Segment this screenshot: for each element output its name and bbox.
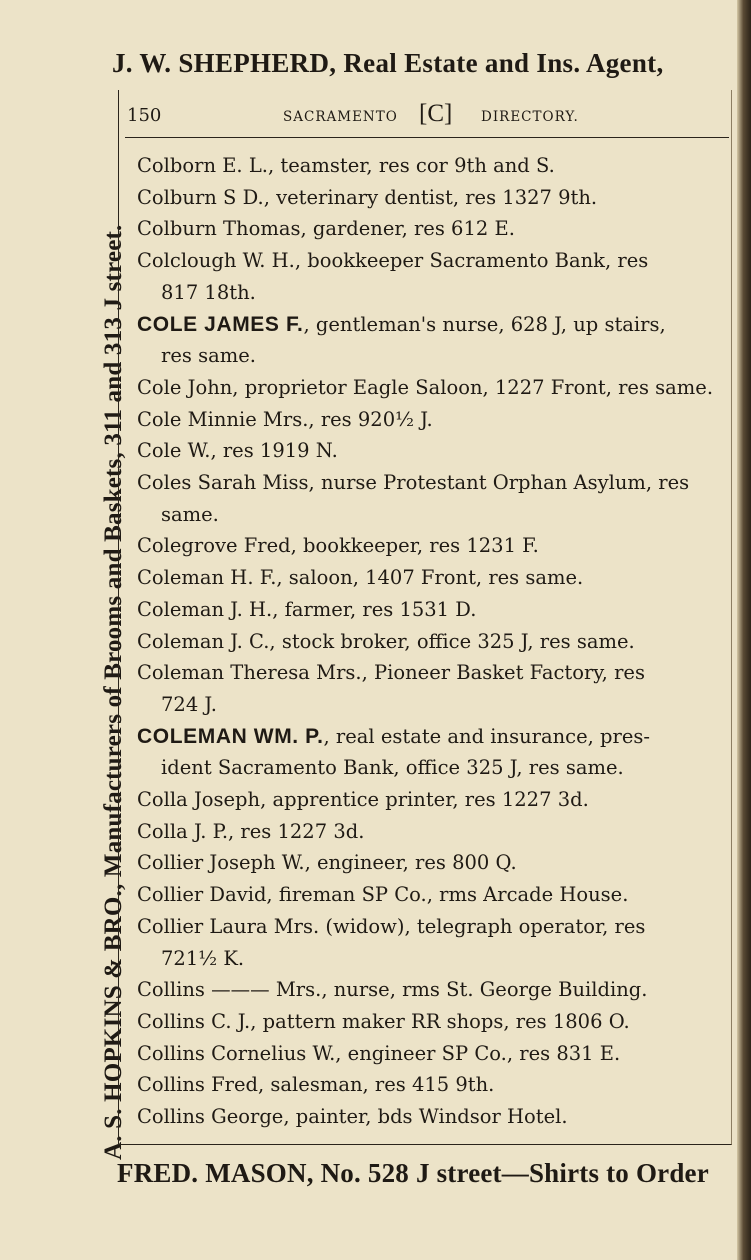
entry-text: Cole John, proprietor Eagle Saloon, 1227 Front, res same. [137, 375, 714, 399]
entry-text: Coleman J. H., farmer, res 1531 D. [137, 597, 477, 621]
entry-continuation: 724 J. [161, 692, 217, 716]
entry-text: Collier David, fireman SP Co., rms Arcade House. [137, 883, 629, 907]
entry-line [137, 788, 589, 811]
entry-line [137, 1105, 568, 1128]
entry-continuation: 817 18th. [161, 280, 256, 304]
entry-line [137, 566, 583, 589]
entry-text: Collins C. J., pattern maker RR shops, res 1806 O. [137, 1009, 630, 1033]
entry-line [137, 408, 433, 431]
directory-entry [137, 847, 727, 879]
side-advertisement: A. S. HOPKINS & BRO., Manufacturers of Brooms and Baskets, 311 and 313 J street. [100, 224, 127, 1160]
head-section-letter: [C] [419, 100, 453, 127]
directory-entry [137, 562, 727, 594]
directory-entry [137, 245, 727, 308]
directory-entry [137, 784, 727, 816]
entry-line [137, 313, 666, 336]
entry-text: Colegrove Fred, bookkeeper, res 1231 F. [137, 534, 539, 558]
entry-line [137, 725, 650, 748]
directory-entry [137, 626, 727, 658]
entry-continuation: res same. [161, 344, 256, 368]
directory-entry [137, 974, 727, 1006]
directory-entry [137, 150, 727, 182]
entry-line [137, 661, 645, 684]
bottom-advertisement: FRED. MASON, No. 528 J street—Shirts to Order [117, 1158, 709, 1188]
entry-line [137, 1042, 620, 1065]
entry-text: Colborn E. L., teamster, res cor 9th and S. [137, 154, 555, 177]
entry-text: Colla J. P., res 1227 3d. [137, 819, 365, 843]
entry-text: Collier Joseph W., engineer, res 800 Q. [137, 851, 517, 875]
entry-text: Colla Joseph, apprentice printer, res 1227 3d. [137, 788, 589, 812]
directory-entries [137, 150, 727, 1133]
directory-entry [137, 594, 727, 626]
directory-entry [137, 309, 727, 372]
entry-line [137, 217, 515, 240]
directory-entry [137, 879, 727, 911]
entry-text: Coles Sarah Miss, nurse Protestant Orphan Asylum, res [137, 471, 690, 495]
entry-text: Collier Laura Mrs. (widow), telegraph operator, res [137, 914, 646, 938]
entry-line [137, 1073, 494, 1096]
directory-entry [137, 372, 727, 404]
directory-entry [137, 435, 727, 467]
entry-line [137, 630, 635, 653]
entry-text: Collins George, painter, bds Windsor Hotel. [137, 1105, 568, 1129]
directory-entry [137, 182, 727, 214]
running-head [127, 100, 727, 133]
entry-bold-name: COLEMAN WM. P. [137, 724, 324, 748]
entry-text: Cole W., res 1919 N. [137, 439, 338, 463]
head-directory: DIRECTORY. [481, 109, 579, 125]
entry-line [137, 883, 628, 906]
directory-entry [137, 1069, 727, 1101]
entry-line [137, 820, 364, 843]
page-edge-shadow [737, 0, 751, 1260]
entry-line [137, 186, 597, 209]
entry-line [137, 598, 476, 621]
entry-text: Cole Minnie Mrs., res 920½ J. [137, 407, 433, 431]
entry-line [137, 1010, 630, 1033]
directory-entry [137, 213, 727, 245]
directory-entry [137, 911, 727, 974]
entry-continuation: same. [161, 502, 219, 526]
directory-entry [137, 1101, 727, 1133]
entry-text: Collins ——— Mrs., nurse, rms St. George Building. [137, 978, 648, 1002]
directory-entry [137, 816, 727, 848]
entry-text: Collins Cornelius W., engineer SP Co., res 831 E. [137, 1041, 621, 1065]
entry-text: , gentleman's nurse, 628 J, up stairs, [303, 312, 666, 336]
entry-line [137, 471, 689, 494]
entry-continuation: ident Sacramento Bank, office 325 J, res same. [161, 756, 624, 780]
entry-text: Colclough W. H., bookkeeper Sacramento Bank, res [137, 249, 649, 273]
entry-line [137, 851, 517, 874]
directory-entry [137, 1006, 727, 1038]
entry-line [137, 154, 555, 177]
header-rule [125, 137, 729, 138]
entry-text: Colburn S D., veterinary dentist, res 1327 9th. [137, 185, 598, 209]
entry-text: , real estate and insurance, pres- [323, 724, 650, 748]
top-advertisement: J. W. SHEPHERD, Real Estate and Ins. Agent, [112, 48, 664, 78]
entry-line [137, 439, 338, 462]
entry-bold-name: COLE JAMES F. [137, 312, 304, 336]
entry-line [137, 534, 539, 557]
entry-line [137, 978, 647, 1001]
head-city: SACRAMENTO [283, 109, 398, 125]
directory-entry [137, 404, 727, 436]
entry-text: Coleman Theresa Mrs., Pioneer Basket Factory, res [137, 661, 645, 685]
entry-text: Coleman J. C., stock broker, office 325 J, res same. [137, 629, 635, 653]
page-number: 150 [127, 105, 162, 126]
entry-text: Colburn Thomas, gardener, res 612 E. [137, 217, 515, 241]
directory-entry [137, 467, 727, 530]
entry-line [137, 249, 648, 272]
directory-entry [137, 530, 727, 562]
entry-continuation: 721½ K. [161, 946, 245, 970]
entry-text: Collins Fred, salesman, res 415 9th. [137, 1073, 495, 1097]
entry-line [137, 376, 713, 399]
directory-entry [137, 657, 727, 720]
directory-entry [137, 1038, 727, 1070]
entry-text: Coleman H. F., saloon, 1407 Front, res same. [137, 566, 584, 590]
entry-line [137, 915, 645, 938]
directory-entry [137, 721, 727, 784]
